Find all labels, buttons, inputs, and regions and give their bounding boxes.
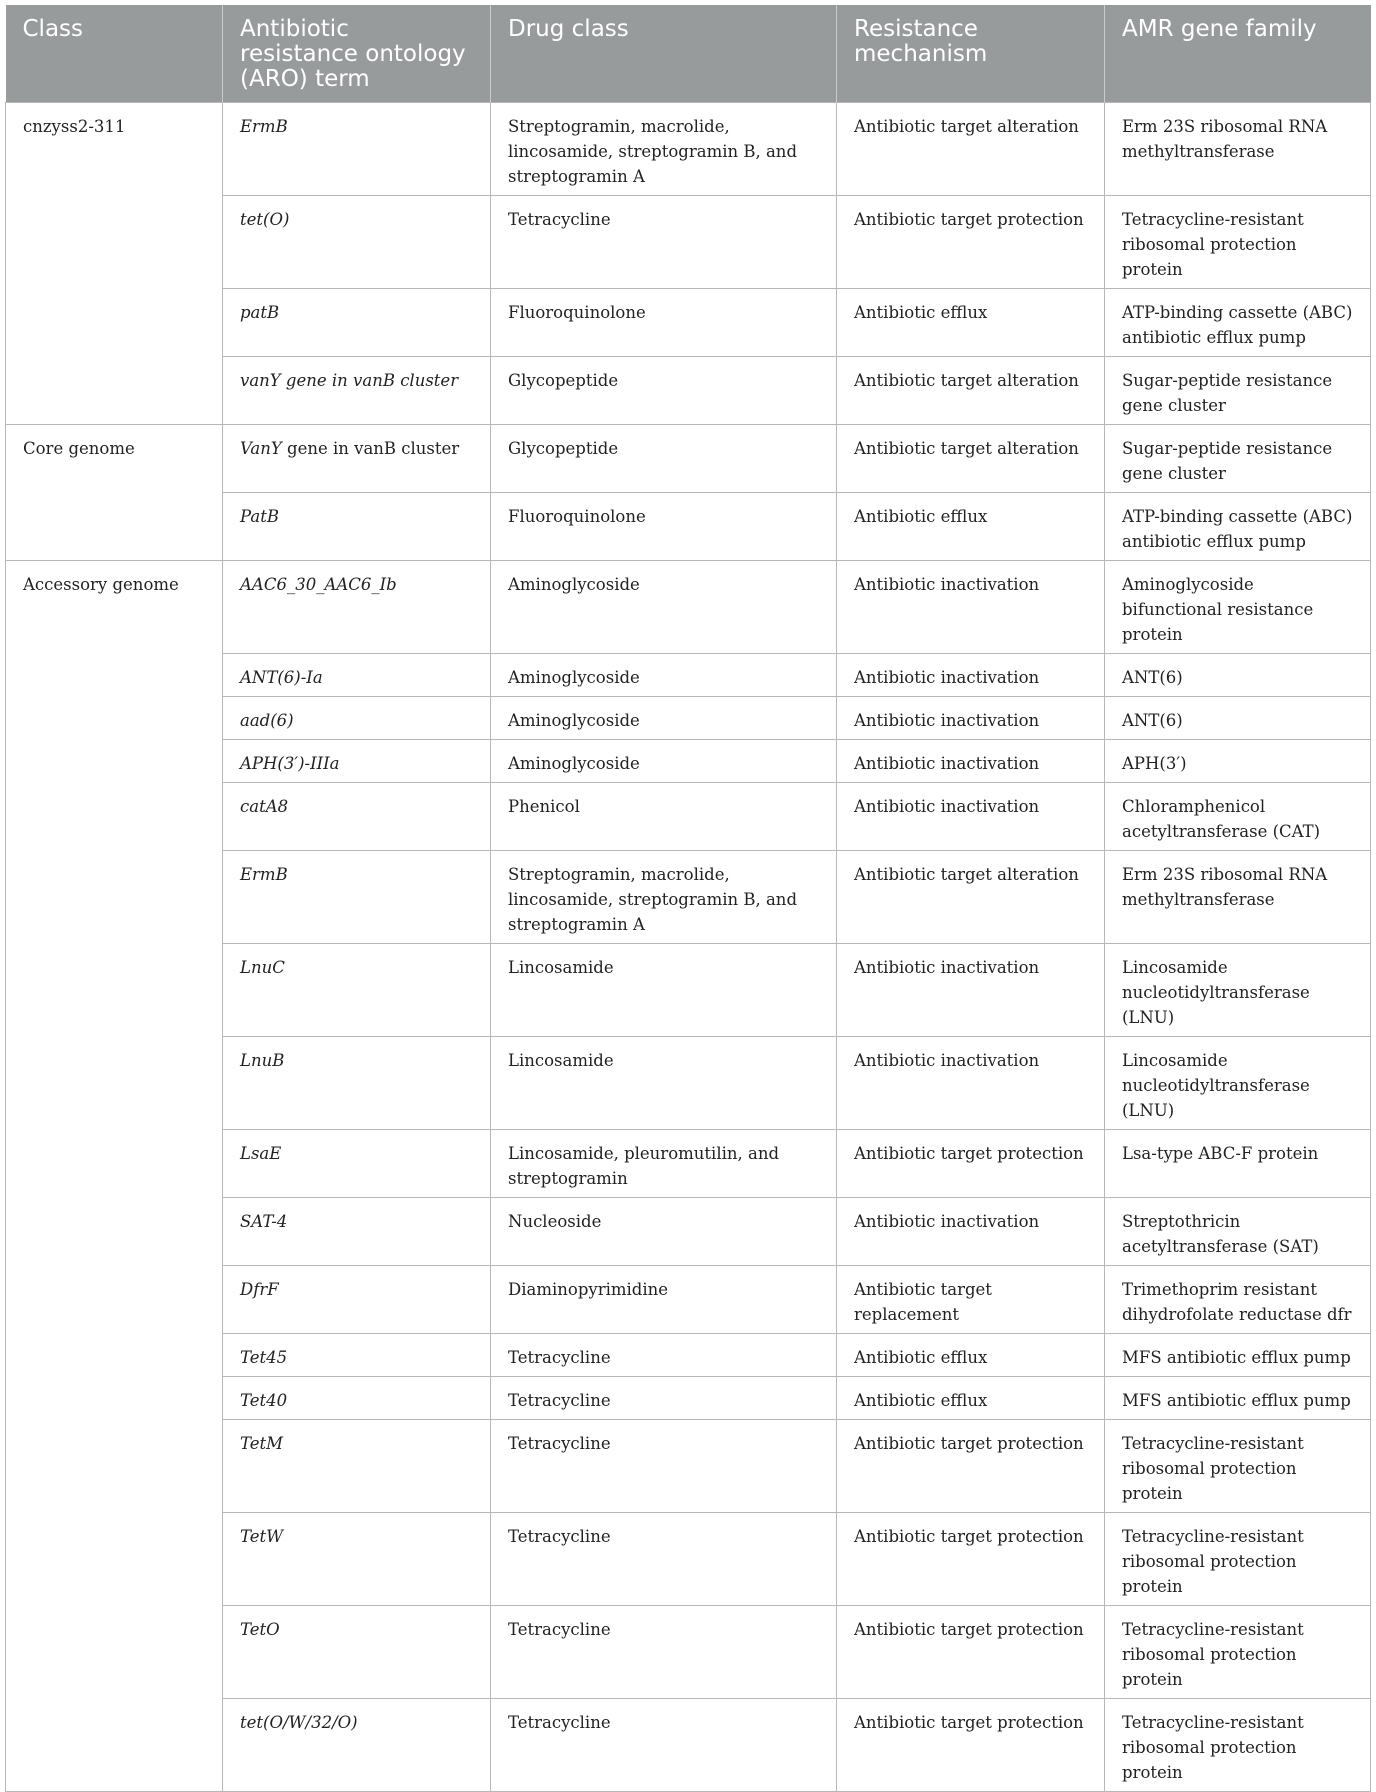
mechanism-cell: Antibiotic target alteration bbox=[837, 103, 1105, 196]
gene-family-cell: MFS antibiotic efflux pump bbox=[1105, 1377, 1371, 1420]
aro-term-cell: Tet40 bbox=[223, 1377, 491, 1420]
drug-class-cell: Lincosamide bbox=[491, 944, 837, 1037]
mechanism-cell: Antibiotic efflux bbox=[837, 1334, 1105, 1377]
header-class: Class bbox=[6, 5, 223, 103]
drug-class-cell: Aminoglycoside bbox=[491, 740, 837, 783]
gene-family-cell: Tetracycline-resistant ribosomal protection protein bbox=[1105, 196, 1371, 289]
aro-term-rest: gene in vanB cluster bbox=[281, 439, 460, 458]
drug-class-cell: Lincosamide, pleuromutilin, and streptogramin bbox=[491, 1130, 837, 1198]
aro-term-cell: LsaE bbox=[223, 1130, 491, 1198]
mechanism-cell: Antibiotic efflux bbox=[837, 289, 1105, 357]
drug-class-cell: Nucleoside bbox=[491, 1198, 837, 1266]
table-row bbox=[6, 561, 1371, 654]
mechanism-cell: Antibiotic inactivation bbox=[837, 697, 1105, 740]
gene-family-cell: Lincosamide nucleotidyltransferase (LNU) bbox=[1105, 944, 1371, 1037]
gene-family-cell: MFS antibiotic efflux pump bbox=[1105, 1334, 1371, 1377]
aro-term-cell: TetO bbox=[223, 1606, 491, 1699]
mechanism-cell: Antibiotic target alteration bbox=[837, 357, 1105, 425]
drug-class-cell: Fluoroquinolone bbox=[491, 289, 837, 357]
drug-class-cell: Tetracycline bbox=[491, 1334, 837, 1377]
aro-term-cell: tet(O) bbox=[223, 196, 491, 289]
mechanism-cell: Antibiotic inactivation bbox=[837, 783, 1105, 851]
mechanism-cell: Antibiotic target protection bbox=[837, 1513, 1105, 1606]
gene-family-cell: ANT(6) bbox=[1105, 697, 1371, 740]
aro-term-cell: Tet45 bbox=[223, 1334, 491, 1377]
class-cell: Accessory genome bbox=[6, 561, 223, 1792]
aro-term-cell: LnuB bbox=[223, 1037, 491, 1130]
gene-family-cell: ANT(6) bbox=[1105, 654, 1371, 697]
aro-term-cell: AAC6_30_AAC6_Ib bbox=[223, 561, 491, 654]
header-drug-class: Drug class bbox=[491, 5, 837, 103]
drug-class-cell: Fluoroquinolone bbox=[491, 493, 837, 561]
header-amr-gene-family: AMR gene family bbox=[1105, 5, 1371, 103]
mechanism-cell: Antibiotic target alteration bbox=[837, 425, 1105, 493]
drug-class-cell: Lincosamide bbox=[491, 1037, 837, 1130]
aro-term-cell: patB bbox=[223, 289, 491, 357]
drug-class-cell: Streptogramin, macrolide, lincosamide, streptogramin B, and streptogramin A bbox=[491, 851, 837, 944]
gene-family-cell: Sugar-peptide resistance gene cluster bbox=[1105, 357, 1371, 425]
drug-class-cell: Phenicol bbox=[491, 783, 837, 851]
gene-family-cell: Tetracycline-resistant ribosomal protection protein bbox=[1105, 1513, 1371, 1606]
mechanism-cell: Antibiotic efflux bbox=[837, 493, 1105, 561]
drug-class-cell: Tetracycline bbox=[491, 1606, 837, 1699]
aro-term-cell: ErmB bbox=[223, 103, 491, 196]
aro-term-cell: catA8 bbox=[223, 783, 491, 851]
gene-family-cell: ATP-binding cassette (ABC) antibiotic efflux pump bbox=[1105, 493, 1371, 561]
header-resistance-mechanism: Resistance mechanism bbox=[837, 5, 1105, 103]
amr-table bbox=[5, 5, 1371, 1792]
aro-term-italic: VanY bbox=[240, 439, 282, 458]
gene-family-cell: Tetracycline-resistant ribosomal protection protein bbox=[1105, 1420, 1371, 1513]
table-row bbox=[6, 425, 1371, 493]
drug-class-cell: Tetracycline bbox=[491, 1377, 837, 1420]
aro-term-cell: vanY gene in vanB cluster bbox=[223, 357, 491, 425]
drug-class-cell: Tetracycline bbox=[491, 1420, 837, 1513]
drug-class-cell: Glycopeptide bbox=[491, 425, 837, 493]
mechanism-cell: Antibiotic inactivation bbox=[837, 1198, 1105, 1266]
aro-term-cell: tet(O/W/32/O) bbox=[223, 1699, 491, 1792]
gene-family-cell: Tetracycline-resistant ribosomal protection protein bbox=[1105, 1699, 1371, 1792]
gene-family-cell: Aminoglycoside bifunctional resistance protein bbox=[1105, 561, 1371, 654]
drug-class-cell: Aminoglycoside bbox=[491, 697, 837, 740]
mechanism-cell: Antibiotic inactivation bbox=[837, 1037, 1105, 1130]
gene-family-cell: Trimethoprim resistant dihydrofolate reductase dfr bbox=[1105, 1266, 1371, 1334]
mechanism-cell: Antibiotic target protection bbox=[837, 1699, 1105, 1792]
gene-family-cell: Lsa-type ABC-F protein bbox=[1105, 1130, 1371, 1198]
gene-family-cell: Tetracycline-resistant ribosomal protection protein bbox=[1105, 1606, 1371, 1699]
mechanism-cell: Antibiotic inactivation bbox=[837, 740, 1105, 783]
drug-class-cell: Streptogramin, macrolide, lincosamide, streptogramin B, and streptogramin A bbox=[491, 103, 837, 196]
mechanism-cell: Antibiotic inactivation bbox=[837, 561, 1105, 654]
aro-term-cell: TetW bbox=[223, 1513, 491, 1606]
gene-family-cell: Erm 23S ribosomal RNA methyltransferase bbox=[1105, 851, 1371, 944]
header-aro-term: Antibiotic resistance ontology (ARO) term bbox=[223, 5, 491, 103]
mechanism-cell: Antibiotic target protection bbox=[837, 196, 1105, 289]
mechanism-cell: Antibiotic efflux bbox=[837, 1377, 1105, 1420]
aro-term-cell: aad(6) bbox=[223, 697, 491, 740]
mechanism-cell: Antibiotic target protection bbox=[837, 1420, 1105, 1513]
aro-term-cell: LnuC bbox=[223, 944, 491, 1037]
class-cell: cnzyss2-311 bbox=[6, 103, 223, 425]
aro-term-cell: APH(3′)-IIIa bbox=[223, 740, 491, 783]
gene-family-cell: Lincosamide nucleotidyltransferase (LNU) bbox=[1105, 1037, 1371, 1130]
gene-family-cell: Sugar-peptide resistance gene cluster bbox=[1105, 425, 1371, 493]
table-row bbox=[6, 103, 1371, 196]
gene-family-cell: Chloramphenicol acetyltransferase (CAT) bbox=[1105, 783, 1371, 851]
aro-term-cell: SAT-4 bbox=[223, 1198, 491, 1266]
gene-family-cell: Erm 23S ribosomal RNA methyltransferase bbox=[1105, 103, 1371, 196]
drug-class-cell: Glycopeptide bbox=[491, 357, 837, 425]
aro-term-cell: ErmB bbox=[223, 851, 491, 944]
header-row bbox=[6, 5, 1371, 103]
mechanism-cell: Antibiotic inactivation bbox=[837, 654, 1105, 697]
drug-class-cell: Tetracycline bbox=[491, 1513, 837, 1606]
aro-term-cell: TetM bbox=[223, 1420, 491, 1513]
aro-term-cell: ANT(6)-Ia bbox=[223, 654, 491, 697]
gene-family-cell: APH(3′) bbox=[1105, 740, 1371, 783]
drug-class-cell: Tetracycline bbox=[491, 196, 837, 289]
aro-term-cell: DfrF bbox=[223, 1266, 491, 1334]
drug-class-cell: Aminoglycoside bbox=[491, 561, 837, 654]
drug-class-cell: Tetracycline bbox=[491, 1699, 837, 1792]
drug-class-cell: Aminoglycoside bbox=[491, 654, 837, 697]
drug-class-cell: Diaminopyrimidine bbox=[491, 1266, 837, 1334]
gene-family-cell: Streptothricin acetyltransferase (SAT) bbox=[1105, 1198, 1371, 1266]
aro-term-cell: PatB bbox=[223, 493, 491, 561]
mechanism-cell: Antibiotic target protection bbox=[837, 1606, 1105, 1699]
mechanism-cell: Antibiotic target replacement bbox=[837, 1266, 1105, 1334]
class-cell: Core genome bbox=[6, 425, 223, 561]
gene-family-cell: ATP-binding cassette (ABC) antibiotic efflux pump bbox=[1105, 289, 1371, 357]
mechanism-cell: Antibiotic target protection bbox=[837, 1130, 1105, 1198]
aro-term-cell bbox=[223, 425, 491, 493]
mechanism-cell: Antibiotic inactivation bbox=[837, 944, 1105, 1037]
mechanism-cell: Antibiotic target alteration bbox=[837, 851, 1105, 944]
